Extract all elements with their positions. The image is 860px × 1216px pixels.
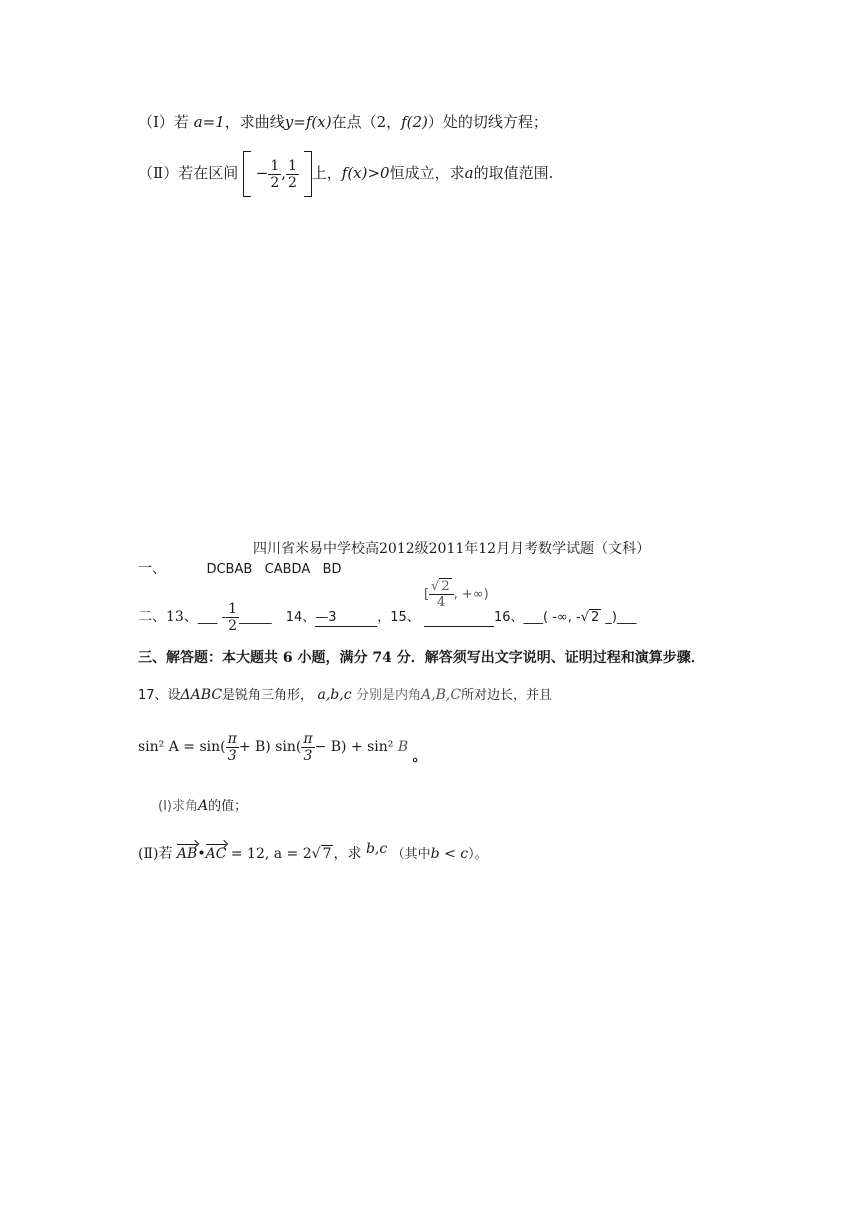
interval-right-den: 2 (288, 174, 297, 191)
a15-expression (424, 580, 489, 609)
q17-sides: a,b,c (317, 687, 352, 703)
answer-row-2: 二、13、___ - $\frac{1}{2}$ _____ 14、—3 ，15、 [ $\frac{√ 2}{4}$ , +∞) 16、___( -∞, -√ 2 _)___ (138, 579, 637, 634)
interval-right-num: 1 (288, 157, 297, 174)
a13-den: 2 (228, 618, 238, 634)
row1-answers: DCBAB CABDA BD (206, 562, 342, 577)
q1-curve: y=f(x) (284, 113, 332, 131)
sub1-tail: 的值； (208, 799, 248, 814)
a14-value: —3 (315, 610, 377, 627)
vector-ab: AB (176, 846, 198, 862)
q1-a-eq: a=1 (193, 113, 225, 131)
sub1-label: (Ⅰ)求角 (158, 799, 198, 814)
q1-text-a: ，求曲线 (224, 113, 285, 131)
q17-triangle: ΔABC (180, 687, 223, 703)
a13-prefix: ___ - (197, 610, 227, 625)
sub2-bc: b,c (365, 841, 388, 857)
question-2-line: （Ⅱ）若在区间 − $\frac{1}{2}$ , $\frac{1}{2}$ 上，f(x)>0恒成立，求a的取值范围. (138, 148, 553, 198)
a13-num: 1 (228, 601, 238, 617)
q17-text-b: 分别是内角 (356, 688, 422, 703)
a16-value-b: _)___ (601, 610, 637, 625)
a15-den: 4 (437, 595, 446, 610)
q2-text-b: 恒成立，求 (389, 164, 465, 182)
vector-ac: AC (205, 846, 227, 862)
section-3-heading: 三、解答题：本大题共 6 小题，满分 74 分．解答须写出文字说明、证明过程和演算步骤． (138, 650, 705, 666)
interval-right-bracket (304, 151, 312, 197)
a13-fraction (226, 602, 239, 633)
a15-fraction (429, 580, 454, 609)
sub1-var: A (197, 798, 209, 814)
eq-pi-1: π (227, 730, 237, 747)
interval-right-fraction (286, 159, 299, 190)
interval-left-sign: − (255, 164, 269, 182)
eq-pi-2: π (303, 730, 313, 747)
a15-num-root: 2 (441, 579, 450, 594)
sub2-dot: • (197, 846, 206, 862)
sub2-root: 7 (322, 846, 332, 862)
eq-plus-b: + B) sin( (238, 739, 302, 755)
q17-equation (138, 722, 427, 772)
q17-text-c: 所对边长，并且 (461, 688, 553, 703)
sub2-text-c: ）。 (468, 847, 488, 862)
eq-three-2: 3 (303, 747, 313, 764)
row1-label: 一、 (138, 561, 166, 577)
question-1-line (138, 111, 548, 132)
a16-value-a: ___( -∞, - (523, 610, 581, 625)
q17-lead: 17、设 (138, 688, 181, 703)
q2-text-c: 的取值范围. (473, 164, 554, 182)
interval-left-num: 1 (270, 157, 280, 174)
question-17-line (138, 684, 552, 703)
interval-left-bracket (243, 151, 251, 197)
eq-fraction-1 (226, 732, 239, 763)
sub2-text-b: （其中 (391, 847, 431, 862)
eq-lhs: sin² A = sin( (138, 739, 226, 755)
interval-left-fraction (268, 159, 281, 190)
q1-label: （Ⅰ）若 (138, 113, 189, 131)
sub-question-1 (158, 795, 247, 814)
eq-fraction-2 (301, 732, 314, 763)
a15-open: [ (423, 587, 430, 602)
a15-value (423, 579, 494, 627)
a15-num: √ 2 (429, 580, 454, 595)
q2-cond: f(x)>0 (341, 164, 390, 182)
sub2-text-a: ，求 (333, 846, 362, 862)
a16-root: 2 (590, 610, 600, 625)
sub2-label: (Ⅱ)若 (138, 846, 173, 862)
answer-row-1 (138, 558, 342, 578)
sub-question-2: (Ⅱ)若 AB•AC = 12, a = 2√ 7 ，求 b,c （其中b < c）。 (138, 841, 488, 862)
eq-minus-b: − B) + sin² (314, 739, 398, 755)
q2-var: a (464, 164, 474, 182)
a15-tail: , +∞) (453, 587, 489, 602)
q17-angles: A,B,C (421, 687, 462, 703)
eq-three-1: 3 (227, 747, 237, 764)
q1-text-b: 在点（2， (331, 113, 402, 131)
answer-key-title: 四川省米易中学校高2012级2011年12月月考数学试题（文科） (253, 541, 651, 557)
a15-label: ，15、 (377, 610, 420, 625)
eq-last-b: B (397, 739, 409, 755)
q2-text-a: 上， (311, 164, 342, 182)
q17-text-a: 是锐角三角形， (222, 688, 314, 703)
eq-period: 。 (412, 749, 427, 765)
a14-label: 14、 (285, 610, 316, 625)
row2-label: 二、13、 (138, 609, 198, 625)
q1-fval: f(2) (401, 113, 428, 131)
q2-label: （Ⅱ）若在区间 (138, 164, 239, 182)
sub2-eq: = 12, a = 2 (230, 846, 312, 862)
q1-text-c: ）处的切线方程； (427, 113, 548, 131)
a13-suffix: _____ (239, 610, 272, 625)
sub2-cond: b < c (430, 846, 469, 862)
interval-left-den: 2 (270, 174, 280, 191)
a16-label: 16、 (493, 610, 524, 625)
